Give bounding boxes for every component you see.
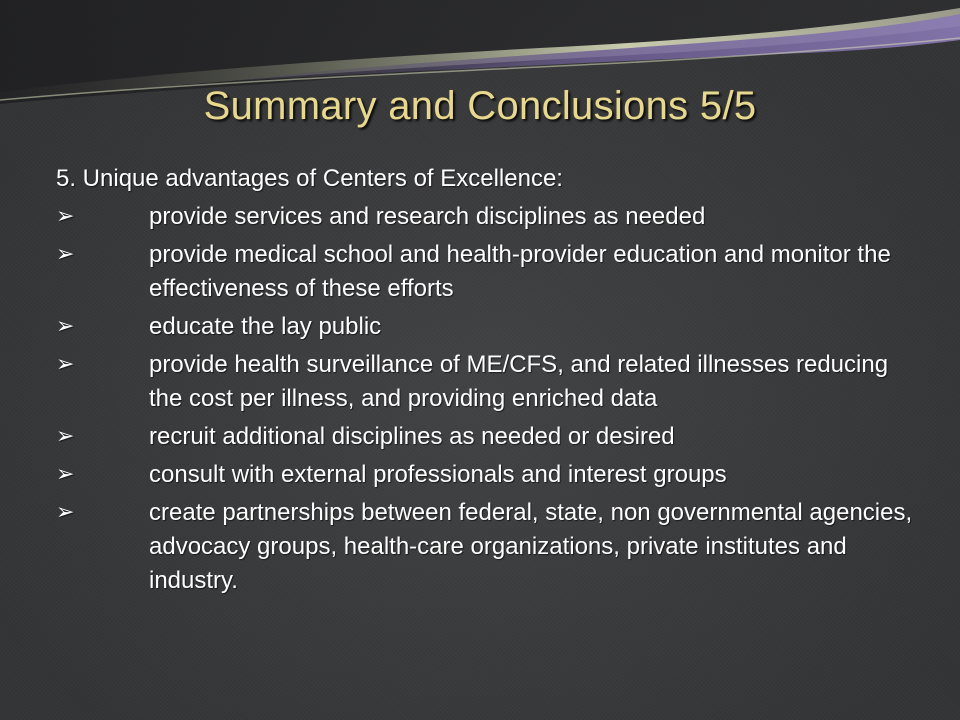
arrow-bullet-icon: ➢ xyxy=(56,352,75,377)
bullet-item xyxy=(56,496,916,598)
bullet-text: provide services and research disciplines as needed xyxy=(149,203,706,230)
bullet-text: recruit additional disciplines as needed or desired xyxy=(149,423,675,450)
bullet-item xyxy=(56,200,916,234)
arrow-bullet-icon: ➢ xyxy=(56,462,75,487)
bullet-text: create partnerships between federal, state, non governmental agencies, advocacy groups, health-care organizations, private institutes and industry. xyxy=(149,499,913,594)
slide-title: Summary and Conclusions 5/5 xyxy=(203,84,757,128)
arrow-bullet-icon: ➢ xyxy=(56,314,75,339)
bullet-text: provide medical school and health-provider education and monitor the effectiveness of these efforts xyxy=(149,241,891,302)
bullet-item xyxy=(56,310,916,344)
slide-body xyxy=(56,162,916,602)
arrow-bullet-icon: ➢ xyxy=(56,424,75,449)
bullet-item xyxy=(56,348,916,416)
intro-line: 5. Unique advantages of Centers of Excellence: xyxy=(56,165,563,192)
bullet-text: consult with external professionals and interest groups xyxy=(149,461,727,488)
arrow-bullet-icon: ➢ xyxy=(56,500,75,525)
bullet-item xyxy=(56,238,916,306)
bullet-text: educate the lay public xyxy=(149,313,382,340)
bullet-item xyxy=(56,420,916,454)
bullet-list xyxy=(56,200,916,598)
bullet-item xyxy=(56,458,916,492)
arrow-bullet-icon: ➢ xyxy=(56,204,75,229)
arrow-bullet-icon: ➢ xyxy=(56,242,75,267)
bullet-text: provide health surveillance of ME/CFS, and related illnesses reducing the cost per illness, and providing enriched data xyxy=(149,351,889,412)
